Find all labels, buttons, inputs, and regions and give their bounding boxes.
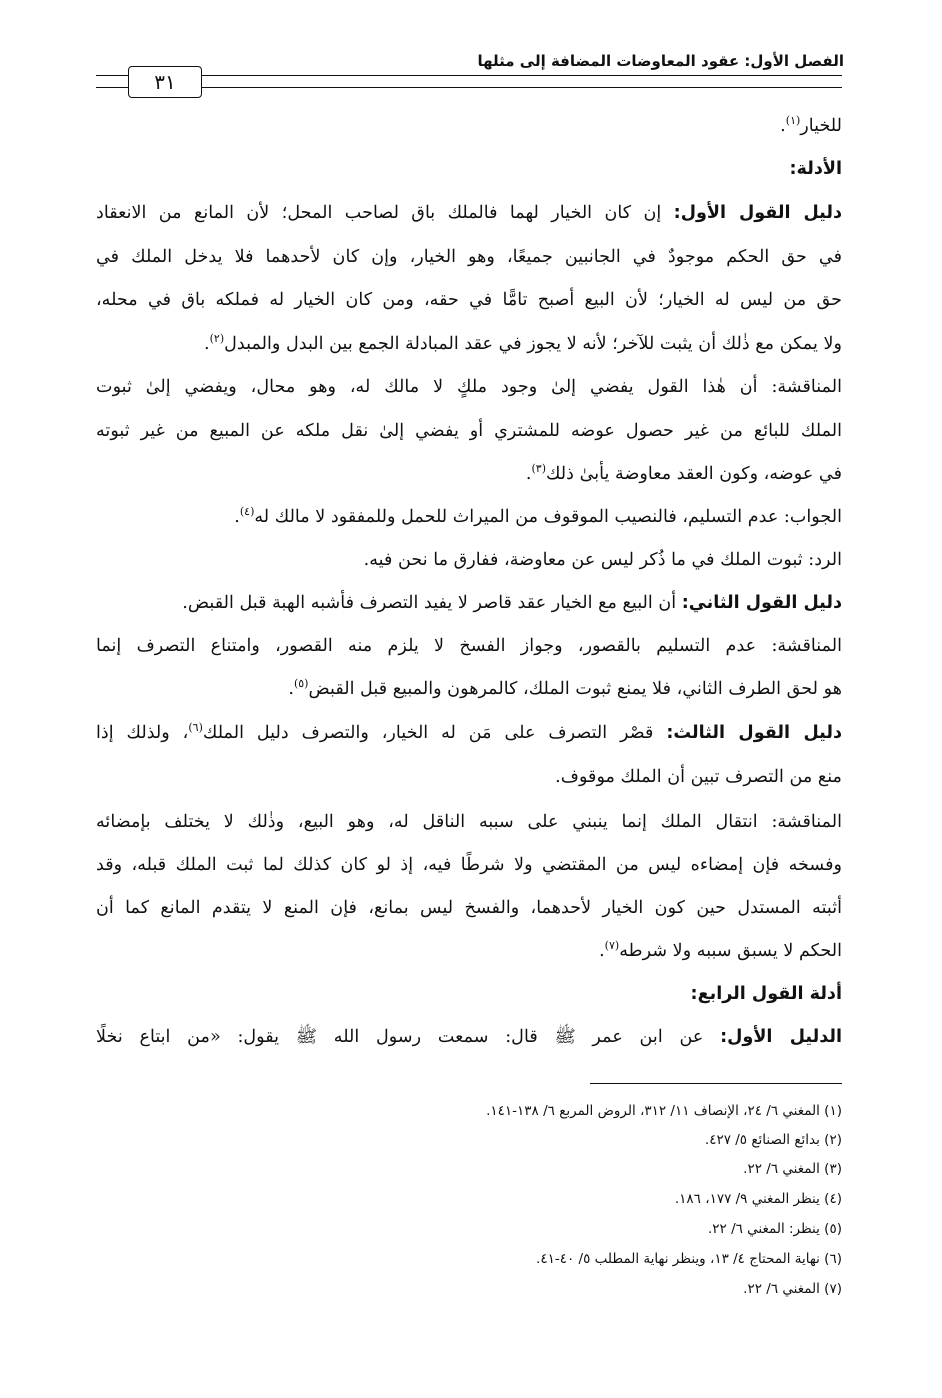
text-line: دليل القول الأول: إن كان الخيار لهما فالملك باق لصاحب المحل؛ لأن المانع من الانعقاد — [96, 203, 842, 223]
text-line: منع من التصرف تبين أن الملك موقوف. — [555, 767, 842, 787]
text-line: وفسخه فإن إمضاءه ليس من المقتضي ولا شرطًا فيه، إذ لو كان كذلك لما ثبت الملك قبله، وقد — [96, 855, 842, 875]
text-line: دليل القول الثالث: قصْر التصرف على مَن له الخيار، والتصرف دليل الملك$^{(٦)}$، ولذلك إذا — [96, 721, 842, 743]
running-header: الفصل الأول: عقود المعاوضات المضافة إلى مثلها — [477, 52, 844, 70]
text-line: أثبته المستدل حين كون الخيار لأحدهما، والفسخ ليس بمانع، فإن المنع لا يتقدم المانع كما أن — [96, 898, 842, 918]
text-line: الجواب: عدم التسليم، فالنصيب الموقوف من الميراث للحمل وللمفقود لا مالك له$^{(٤)}$. — [234, 505, 842, 527]
text-line: في حق الحكم موجودٌ في الجانبين جميعًا، وهو الخيار، وإن كان لأحدهما فلا يدخل الملك في — [96, 247, 842, 267]
page-number-box: ٣١ — [128, 66, 202, 98]
section-heading-evidence: الأدلة: — [789, 159, 842, 179]
footnote-ref[interactable]: (٧) — [604, 939, 620, 953]
text-line: في عوضه، وكون العقد معاوضة يأبىٰ ذلك$^{(٣)}$. — [525, 462, 842, 484]
footnote: (٢) بدائع الصنائع ٥/ ٤٢٧. — [704, 1132, 842, 1148]
paragraph-label: دليل القول الثاني: — [681, 593, 842, 613]
footnote: (٦) نهاية المحتاج ٤/ ١٣، وينظر نهاية المطلب ٥/ ٤٠-٤١. — [536, 1251, 842, 1267]
text-line: دليل القول الثاني: أن البيع مع الخيار عقد قاصر لا يفيد التصرف فأشبه الهبة قبل القبض. — [182, 593, 842, 613]
text-line: الرد: ثبوت الملك في ما ذُكر ليس عن معاوضة، ففارق ما نحن فيه. — [363, 550, 842, 570]
paragraph-label: دليل القول الثالث: — [666, 723, 842, 743]
footnote-ref[interactable]: (٥) — [293, 677, 309, 691]
text-line: المناقشة: أن هٰذا القول يفضي إلىٰ وجود ملكٍ لا مالك له، وهو محال، ويفضي إلىٰ ثبوت — [96, 377, 842, 397]
header-rule-bottom — [96, 87, 842, 88]
footnote: (١) المغني ٦/ ٢٤، الإنصاف ١١/ ٣١٢، الروض المربع ٦/ ١٣٨-١٤١. — [486, 1103, 842, 1119]
footnote-separator — [590, 1083, 842, 1084]
text-line: هو لحق الطرف الثاني، فلا يمنع ثبوت الملك، كالمرهون والمبيع قبل القبض$^{(٥)}$. — [288, 677, 842, 699]
text-line: الحكم لا يسبق سببه ولا شرطه$^{(٧)}$. — [599, 939, 842, 961]
header-rule-top — [96, 75, 842, 76]
paragraph-label: الدليل الأول: — [720, 1027, 842, 1047]
footnote-ref[interactable]: (٤) — [239, 505, 255, 519]
text-line: المناقشة: انتقال الملك إنما ينبني على سببه الناقل له، وهو البيع، وذٰلك لا يختلف بإمضائه — [96, 812, 842, 832]
text-line: المناقشة: عدم التسليم بالقصور، وجواز الفسخ لا يلزم منه القصور، وامتناع التصرف إنما — [96, 636, 842, 656]
footnote: (٥) ينظر: المغني ٦/ ٢٢. — [707, 1221, 842, 1237]
footnote-ref[interactable]: (٦) — [188, 721, 203, 735]
text-line: الملك للبائع من غير حصول عوضه للمشتري أو يفضي إلىٰ نقل ملكه عن المبيع من غير ثبوته — [96, 421, 842, 441]
footnote: (٧) المغني ٦/ ٢٢. — [743, 1281, 842, 1297]
text-line: ولا يمكن مع ذٰلك أن يثبت للآخر؛ لأنه لا يجوز في عقد المبادلة الجمع بين البدل والمبدل$^{(٢)}$. — [204, 332, 842, 354]
footnote-ref[interactable]: (٣) — [531, 462, 546, 476]
text-line: حق من ليس له الخيار؛ لأن البيع أصبح تامًّا في حقه، ومن كان الخيار له فملكه باق في محله، — [96, 290, 842, 310]
text-line: للخيار$^{(١)}$. — [780, 114, 842, 136]
paragraph-label: دليل القول الأول: — [673, 203, 842, 223]
footnote: (٤) ينظر المغني ٩/ ١٧٧، ١٨٦. — [674, 1191, 842, 1207]
footnote-ref[interactable]: (٢) — [209, 332, 225, 346]
footnote-ref[interactable]: (١) — [785, 114, 801, 128]
footnote: (٣) المغني ٦/ ٢٢. — [743, 1161, 842, 1177]
text-line: الدليل الأول: عن ابن عمر ﷺ قال: سمعت رسول الله ﷺ يقول: «من ابتاع نخلًا — [96, 1027, 842, 1047]
section-heading-fourth-opinion: أدلة القول الرابع: — [690, 984, 842, 1004]
